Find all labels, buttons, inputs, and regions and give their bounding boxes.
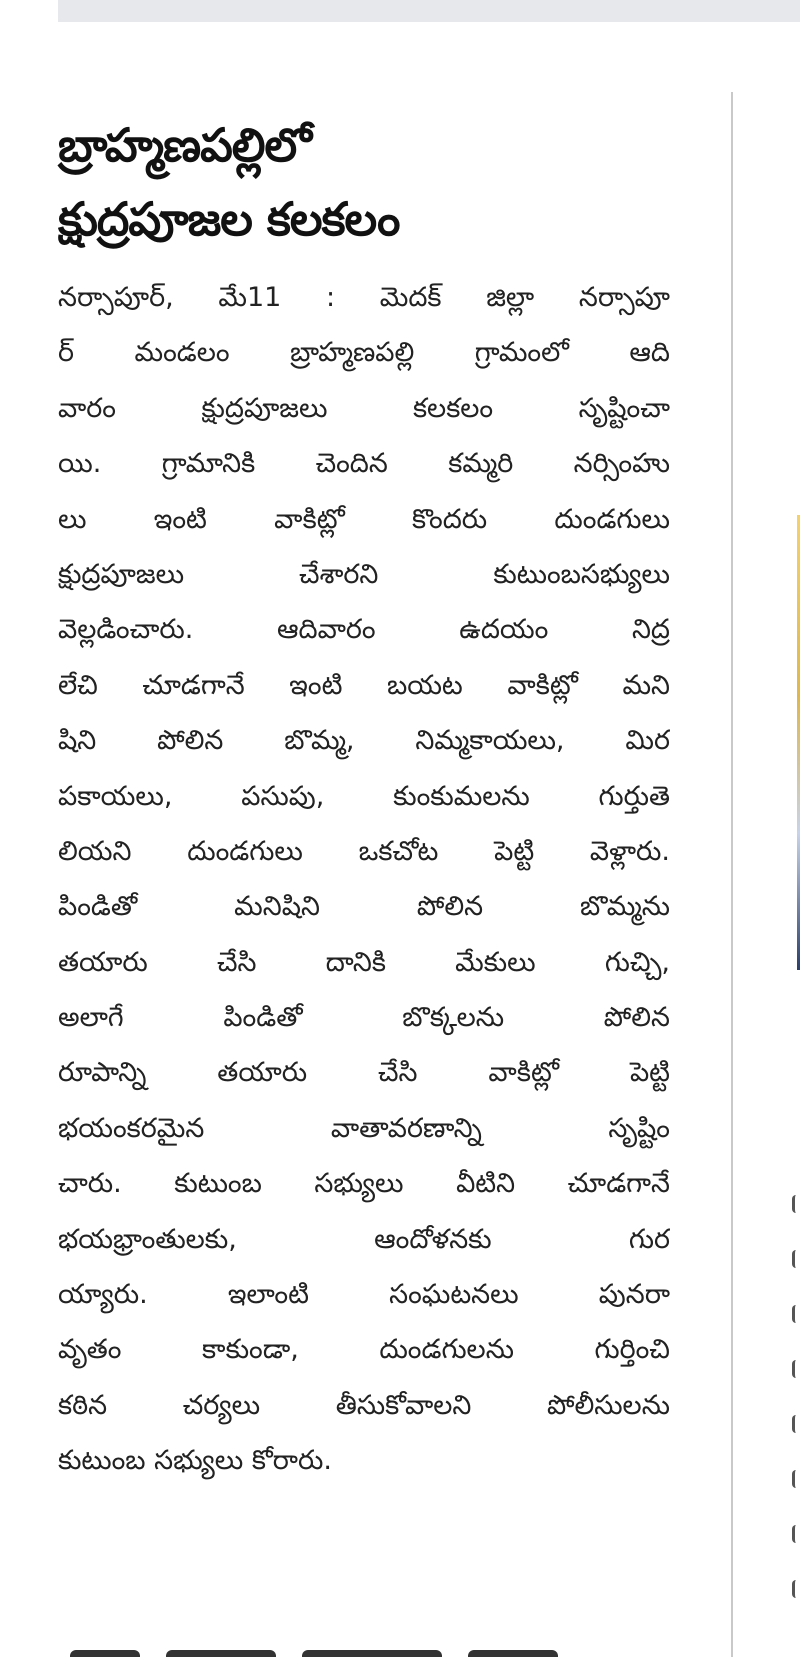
- article-line: భయభ్రాంతులకు, ఆందోళనకు గుర: [58, 1223, 670, 1255]
- article-line: య్యారు. ఇలాంటి సంఘటనలు పునరా: [58, 1279, 670, 1311]
- article-line: ర్ మండలం బ్రాహ్మణపల్లి గ్రామంలో ఆది: [58, 337, 670, 369]
- article-line: క్షుద్రపూజలు చేశారని కుటుంబసభ్యులు: [58, 558, 670, 590]
- adjacent-text-fragment: [792, 1415, 800, 1433]
- article-line: లేచి చూడగానే ఇంటి బయట వాకిట్లో మని: [58, 669, 670, 701]
- article-line: నర్సాపూర్, మే11 : మెదక్ జిల్లా నర్సాపూ: [58, 282, 670, 313]
- adjacent-text-fragment: [792, 1470, 800, 1488]
- article-line: కఠిన చర్యలు తీసుకోవాలని పోలీసులను: [58, 1389, 670, 1421]
- article-line: రూపాన్ని తయారు చేసి వాకిట్లో పెట్టి: [58, 1057, 670, 1089]
- adjacent-text-fragment: [792, 1525, 800, 1543]
- article-line: వృతం కాకుండా, దుండగులను గుర్తించి: [58, 1334, 670, 1366]
- article-line: తయారు చేసి దానికి మేకులు గుచ్చి,: [58, 946, 670, 978]
- article-line-last: కుటుంబ సభ్యులు కోరారు.: [58, 1445, 332, 1477]
- article-line: భయంకరమైన వాతావరణాన్ని సృష్టిం: [58, 1112, 670, 1144]
- article-line: చారు. కుటుంబ సభ్యులు వీటిని చూడగానే: [58, 1168, 670, 1200]
- article-line: యి. గ్రామానికి చెందిన కమ్మరి నర్సింహు: [58, 448, 670, 480]
- article-line: లు ఇంటి వాకిట్లో కొందరు దుండగులు: [58, 503, 670, 535]
- article-line: వెల్లడించారు. ఆదివారం ఉదయం నిద్ర: [58, 614, 670, 646]
- article-line: షిని పోలిన బొమ్మ, నిమ్మకాయలు, మిర: [58, 725, 670, 757]
- headline-line-1: బ్రాహ్మణపల్లిలో: [58, 118, 311, 172]
- column-divider: [731, 92, 733, 1657]
- adjacent-text-fragment: [792, 1305, 800, 1323]
- adjacent-text-fragment: [792, 1250, 800, 1268]
- article-line: పిండితో మనిషిని పోలిన బొమ్మను: [58, 891, 670, 923]
- adjacent-text-fragment: [792, 1580, 800, 1598]
- adjacent-text-fragment: [792, 1195, 800, 1213]
- article-headline: [58, 108, 670, 256]
- headline-line-2: క్షుద్రపూజల కలకలం: [58, 192, 400, 246]
- article-line: పకాయలు, పసుపు, కుంకుమలను గుర్తుతె: [58, 780, 670, 812]
- adjacent-text-fragment: [792, 1360, 800, 1378]
- top-header-strip: [58, 0, 800, 22]
- article-line: వారం క్షుద్రపూజలు కలకలం సృష్టించా: [58, 392, 670, 424]
- next-headline-cropped: [70, 1640, 630, 1657]
- news-article: [58, 108, 670, 1489]
- article-body: [58, 270, 670, 1489]
- article-line: లియని దుండగులు ఒకచోట పెట్టి వెళ్లారు.: [58, 835, 670, 867]
- article-line: అలాగే పిండితో బొక్కలను పోలిన: [58, 1002, 670, 1034]
